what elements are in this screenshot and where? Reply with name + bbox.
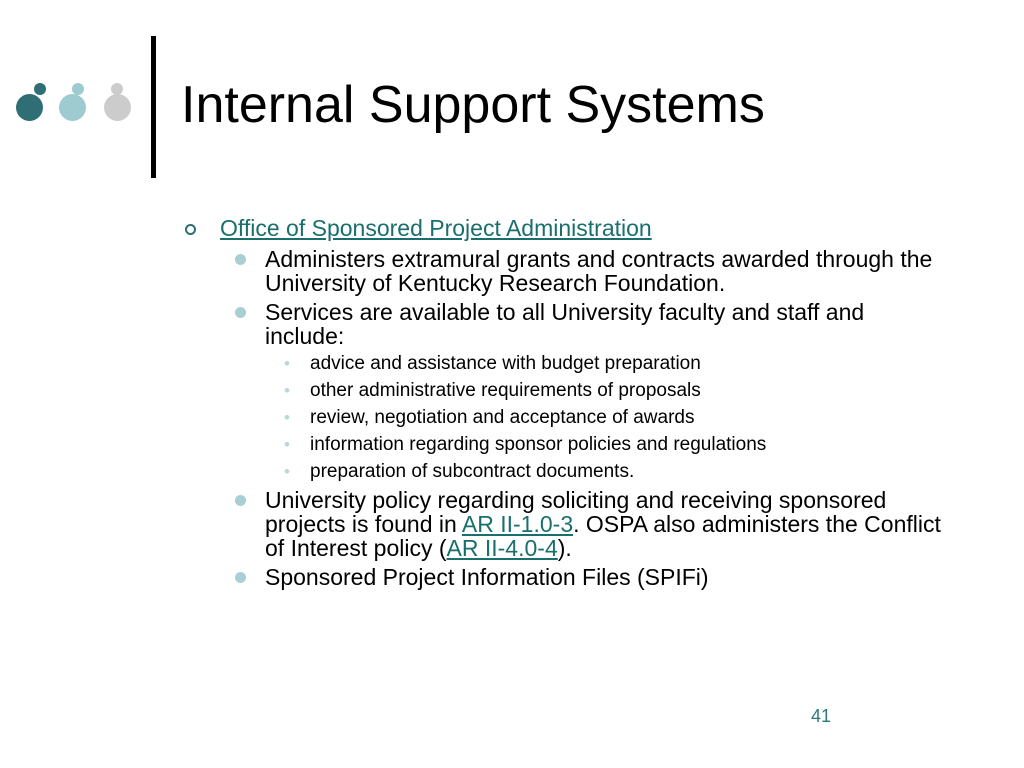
level3-item xyxy=(185,434,945,456)
dot-bullet-icon xyxy=(235,307,246,318)
decor-dot-6 xyxy=(104,94,131,121)
ar-ii-1-0-3-link[interactable]: AR II-1.0-3 xyxy=(461,511,574,537)
level3-item xyxy=(185,407,945,429)
dot-bullet-icon xyxy=(235,254,246,265)
level3-item xyxy=(185,380,945,402)
bullet-text: Sponsored Project Information Files (SPIFi) xyxy=(265,564,709,590)
sub-item-text: preparation of subcontract documents. xyxy=(310,461,635,482)
small-bullet-icon: • xyxy=(284,354,290,373)
sub-item-text: information regarding sponsor policies and regulations xyxy=(310,434,767,455)
level3-item xyxy=(185,353,945,375)
slide-body xyxy=(185,215,945,589)
decor-dot-4 xyxy=(16,94,43,121)
level2-item-policy xyxy=(185,488,945,560)
dot-bullet-icon xyxy=(235,572,246,583)
level2-item-spifi xyxy=(185,565,945,589)
sub-item-text: review, negotiation and acceptance of awards xyxy=(310,407,695,428)
level2-item-services xyxy=(185,300,945,348)
slide-title: Internal Support Systems xyxy=(181,76,765,134)
policy-text-3: ). xyxy=(557,535,572,561)
title-divider xyxy=(151,36,156,178)
ar-ii-4-0-4-link[interactable]: AR II-4.0-4 xyxy=(446,535,558,561)
sub-item-text: advice and assistance with budget preparation xyxy=(310,353,701,374)
level1-item xyxy=(185,215,945,242)
level3-item xyxy=(185,461,945,483)
small-bullet-icon: • xyxy=(284,408,290,427)
small-bullet-icon: • xyxy=(284,435,290,454)
page-number: 41 xyxy=(810,706,831,726)
decor-dot-5 xyxy=(59,94,86,121)
policy-text-1: University policy regarding soliciting and receiving sponsored projects is found in xyxy=(265,487,887,537)
bullet-text: Services are available to all University faculty and staff and include: xyxy=(265,299,865,349)
bullet-text: Administers extramural grants and contracts awarded through the University of Kentucky Research Foundation. xyxy=(265,246,933,296)
small-bullet-icon: • xyxy=(284,381,290,400)
level2-item-administers xyxy=(185,247,945,295)
dot-bullet-icon xyxy=(235,495,246,506)
decor-dot-1 xyxy=(34,83,46,95)
small-bullet-icon: • xyxy=(284,462,290,481)
ring-bullet-icon xyxy=(185,224,196,235)
ospa-link[interactable]: Office of Sponsored Project Administration xyxy=(220,215,652,241)
sub-item-text: other administrative requirements of proposals xyxy=(310,380,701,401)
policy-text-2: . OSPA also administers the Conflict of Interest policy ( xyxy=(265,511,941,561)
